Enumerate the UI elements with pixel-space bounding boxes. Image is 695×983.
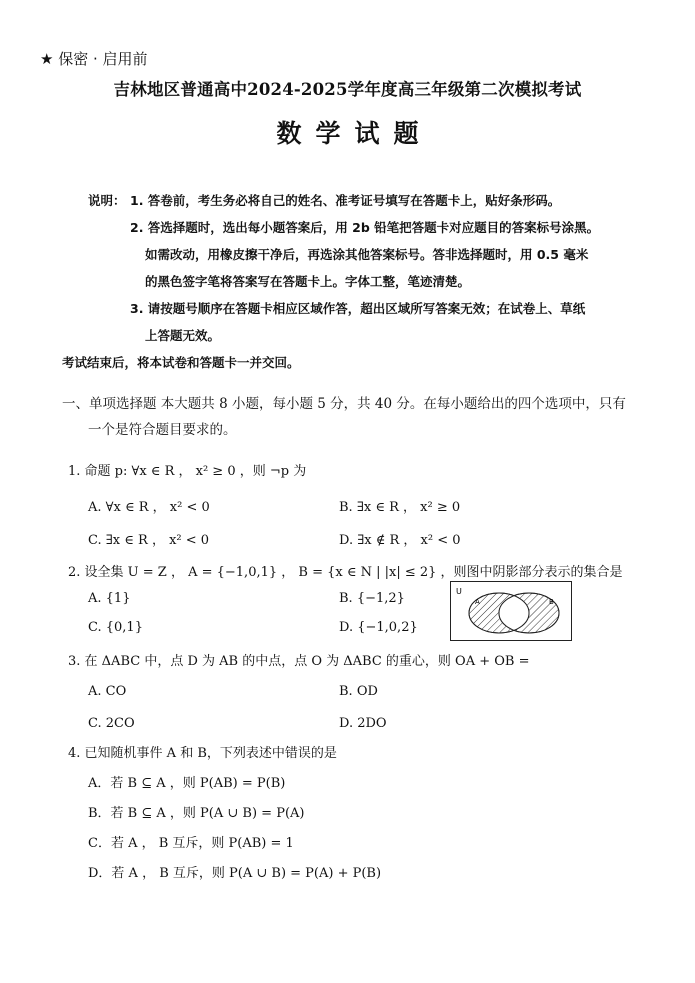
q3-option-b: B. OD: [339, 684, 378, 699]
instruction-line: 上答题无效。: [145, 328, 221, 343]
instruction-line: 1. 答卷前，考生务必将自己的姓名、准考证号填写在答题卡上，贴好条形码。: [130, 193, 561, 208]
exam-title: 吉林地区普通高中2024-2025学年度高三年级第二次模拟考试: [113, 80, 582, 99]
q4-option-c: C．若 A ， B 互斥，则 P(AB) = 1: [88, 836, 294, 851]
venn-diagram: [450, 581, 572, 641]
q4-option-d: D．若 A ， B 互斥，则 P(A ∪ B) = P(A) + P(B): [88, 866, 382, 881]
section-heading-cont: 一个是符合题目要求的。: [88, 422, 237, 438]
q1-option-c: C. ∃x ∈ R ， x² < 0: [88, 533, 210, 548]
q1-option-b: B. ∃x ∈ R ， x² ≥ 0: [339, 500, 461, 515]
question-1-stem: 1. 命题 p: ∀x ∈ R ， x² ≥ 0 ，则 ¬p 为: [68, 464, 307, 479]
q1-option-a: A. ∀x ∈ R ， x² < 0: [88, 500, 210, 515]
venn-label-b: B: [549, 598, 554, 606]
instructions-label: 说明：: [88, 193, 126, 208]
q4-option-a: A．若 B ⊆ A ，则 P(AB) = P(B): [88, 776, 286, 791]
venn-label-u: U: [456, 587, 462, 596]
question-3-stem: 3. 在 ΔABC 中，点 D 为 AB 的中点，点 O 为 ΔABC 的重心，则 OA + OB =: [68, 654, 530, 669]
instruction-line: 的黑色签字笔将答案写在答题卡上。字体工整，笔迹清楚。: [145, 274, 471, 289]
question-4-stem: 4. 已知随机事件 A 和 B，下列表述中错误的是: [68, 746, 337, 761]
q2-option-a: A. {1}: [88, 591, 131, 606]
instructions-footer: 考试结束后，将本试卷和答题卡一并交回。: [62, 355, 300, 370]
q2-option-b: B. {−1,2}: [339, 591, 405, 606]
instruction-line: 如需改动，用橡皮擦干净后，再选涂其他答案标号。答非选择题时，用 0.5 毫米: [145, 247, 589, 262]
confidential-mark: ★ 保密 · 启用前: [40, 50, 148, 68]
venn-label-a: A: [475, 598, 480, 606]
q2-option-c: C. {0,1}: [88, 620, 143, 635]
q3-option-c: C. 2CO: [88, 716, 135, 731]
subject-title: 数学试题: [276, 119, 433, 148]
q2-option-d: D. {−1,0,2}: [339, 620, 418, 635]
q3-option-a: A. CO: [88, 684, 127, 699]
question-2-stem: 2. 设全集 U = Z ， A = {−1,0,1} ， B = {x ∈ N | |x| ≤ 2} ，则图中阴影部分表示的集合是: [68, 565, 623, 580]
instruction-line: 3. 请按题号顺序在答题卡相应区域作答，超出区域所写答案无效；在试卷上、草纸: [130, 301, 586, 316]
q1-option-d: D. ∃x ∉ R ， x² < 0: [339, 533, 461, 548]
section-heading: 一、单项选择题 本大题共 8 小题，每小题 5 分，共 40 分。在每小题给出的四个选项中，只有: [62, 396, 626, 412]
q4-option-b: B．若 B ⊆ A ，则 P(A ∪ B) = P(A): [88, 806, 305, 821]
q3-option-d: D. 2DO: [339, 716, 387, 731]
instruction-line: 2. 答选择题时，选出每小题答案后，用 2b 铅笔把答题卡对应题目的答案标号涂黑。: [130, 220, 600, 235]
